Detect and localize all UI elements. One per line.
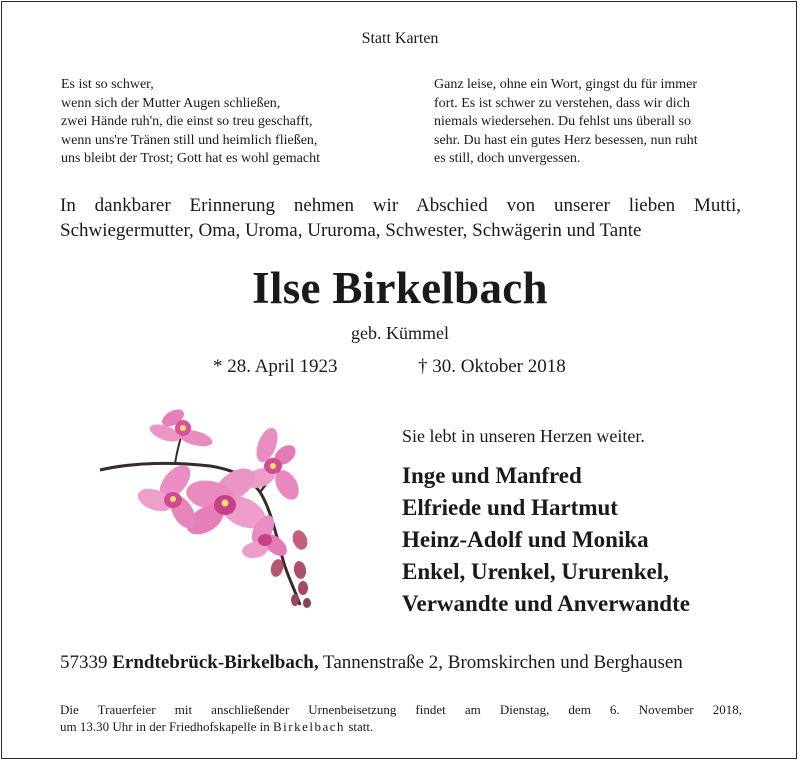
funeral-line: Die Trauerfeier mit anschließender Urnenbeisetzung findet am Dienstag, dem 6. November 2018,	[60, 702, 742, 717]
intro-text	[60, 193, 741, 243]
poem-line: uns bleibt der Trost; Gott hat es wohl gemacht	[61, 151, 320, 166]
poem-right	[434, 76, 698, 169]
mourner-entry: Enkel, Urenkel, Ururenkel,	[402, 559, 669, 584]
birth-date: * 28. April 1923	[213, 356, 338, 377]
mourners-intro: Sie lebt in unseren Herzen weiter.	[402, 426, 645, 446]
mourner-entry: Heinz-Adolf und Monika	[402, 527, 649, 552]
poem-line: zwei Hände ruh'n, die einst so treu geschafft,	[61, 114, 313, 129]
poem-line: wenn uns're Tränen still und heimlich fließen,	[61, 132, 318, 148]
orchid-flower	[242, 425, 304, 504]
funeral-info	[60, 702, 742, 735]
orchid-flower	[148, 406, 215, 449]
mourner-entry: Elfriede und Hartmut	[402, 495, 618, 520]
mourners-list	[402, 460, 690, 620]
maiden-name: geb. Kümmel	[351, 323, 449, 343]
poem-line: wenn sich der Mutter Augen schließen,	[61, 95, 281, 111]
funeral-place: Birkelbach	[273, 718, 346, 734]
mourner-entry: Inge und Manfred	[402, 463, 582, 488]
address-rest: Tannenstraße 2, Bromskirchen und Berghausen	[323, 652, 683, 673]
poem-line: Es ist so schwer,	[61, 77, 154, 92]
address	[60, 652, 683, 674]
poem-left	[61, 76, 320, 169]
orchid-illustration	[95, 400, 325, 615]
poem-line: es still, doch unvergessen.	[434, 151, 581, 166]
poem-line: Ganz leise, ohne ein Wort, gingst du für immer	[434, 77, 697, 92]
funeral-line: statt.	[348, 718, 374, 734]
header-title: Statt Karten	[361, 30, 439, 47]
death-date: † 30. Oktober 2018	[418, 356, 566, 377]
intro-line: In dankbarer Erinnerung nehmen wir Abschied von unserer lieben Mutti,	[60, 195, 741, 216]
deceased-name: Ilse Birkelbach	[252, 263, 548, 313]
address-postcode: 57339	[60, 652, 108, 673]
mourner-entry: Verwandte und Anverwandte	[402, 591, 690, 616]
address-town: Erndtebrück-Birkelbach,	[112, 652, 319, 673]
poem-line: niemals wiedersehen. Du fehlst uns überall so	[434, 114, 691, 129]
poem-line: sehr. Du hast ein gutes Herz besessen, nun ruht	[434, 132, 698, 148]
funeral-line: um 13.30 Uhr in der Friedhofskapelle in	[60, 718, 270, 734]
poem-line: fort. Es ist schwer zu verstehen, dass wir dich	[434, 95, 690, 111]
intro-line: Schwiegermutter, Oma, Uroma, Ururoma, Schwester, Schwägerin und Tante	[60, 220, 642, 241]
